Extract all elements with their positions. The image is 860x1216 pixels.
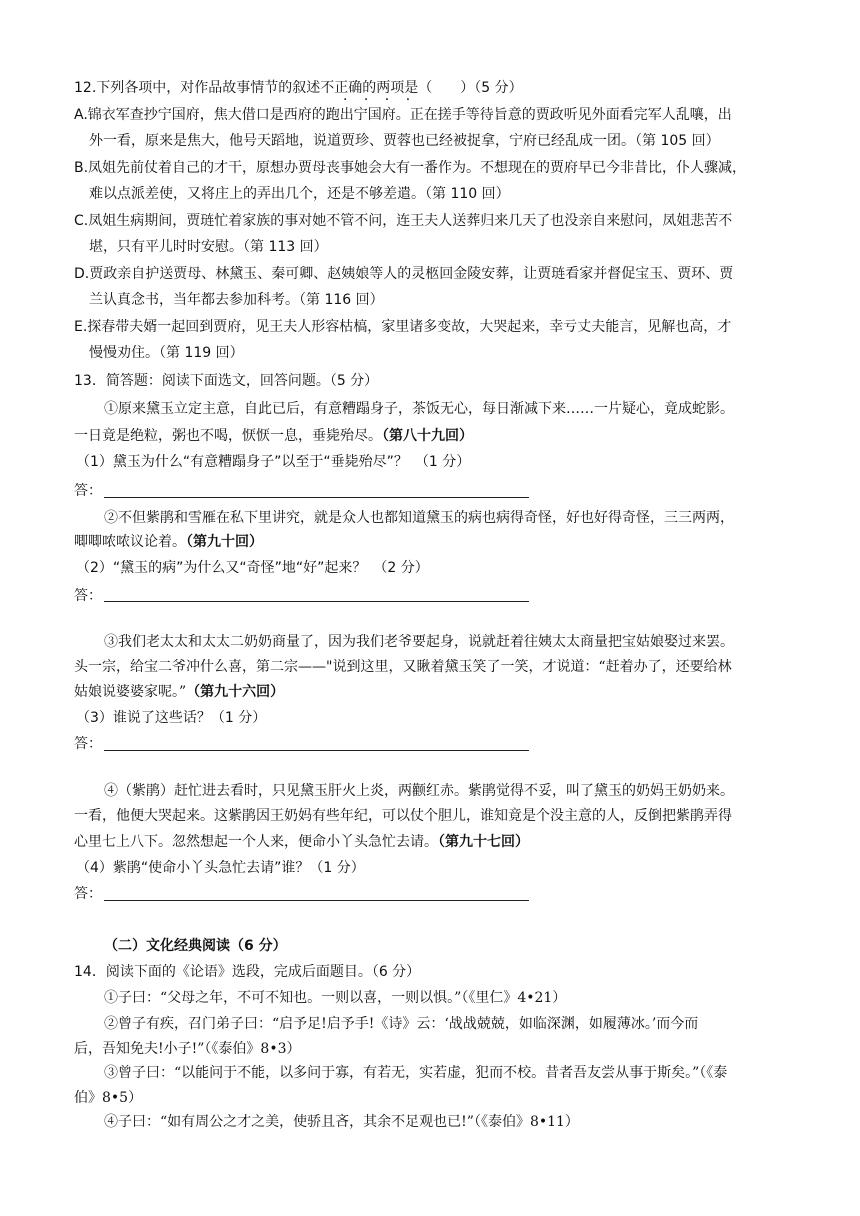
q14-stem: 14．阅读下面的《论语》选段，完成后面题目。（6 分） <box>74 964 421 980</box>
q14-excerpt1: ①子曰：“父母之年，不可不知也。一则以喜，一则以惧。”（《里仁》4•21） <box>104 990 567 1006</box>
q13-passage4-line2: 一看，他便大哭起来。这紫鹃因王奶妈有些年纪，可以仗个胆儿，谁知竟是个没主意的人，反倒把紫鹃弄得 <box>74 808 732 824</box>
q13-passage1-source: （第八十九回） <box>382 428 473 444</box>
q13-passage4-line3: 心里七上八下。忽然想起一个人来，便命小丫头急忙去请。（第九十七回） <box>74 834 529 850</box>
q12-option-c-line2: 堪，只有平儿时时安慰。（第 113 回） <box>89 239 328 255</box>
q12-stem: 12.下列各项中，对作品故事情节的叙述不正确的两项是（ ）（5 分） <box>74 80 523 96</box>
q13-answer1-blank[interactable] <box>104 497 529 498</box>
q13-answer2-blank[interactable] <box>104 601 529 602</box>
q13-passage3-line1: ③我们老太太和太太二奶奶商量了，因为我们老爷要起身，说就赶着往姨太太商量把宝姑娘娶过来罢。 <box>104 634 734 650</box>
q14-excerpt2-line2: 后，吾知免夫!小子!”（《泰伯》8•3） <box>74 1041 301 1057</box>
q13-passage2-source: （第九十回） <box>186 534 263 550</box>
q13-answer3-blank[interactable] <box>104 750 529 751</box>
q13-passage4-source: （第九十七回） <box>438 834 529 850</box>
q13-question4: （4）紫鹃“使命小丫头急忙去请”谁？（1 分） <box>76 860 365 876</box>
q13-answer4-blank[interactable] <box>104 900 529 901</box>
q13-stem: 13．简答题：阅读下面选文，回答问题。（5 分） <box>74 373 379 389</box>
q14-excerpt3-line2: 伯》8•5） <box>74 1090 143 1106</box>
q12-option-b-line2: 难以点派差使，又将庄上的弄出几个，还是不够差遣。（第 110 回） <box>89 186 510 202</box>
section2-heading: （二）文化经典阅读（6 分） <box>104 938 287 954</box>
q14-excerpt3-line1: ③曾子曰：“以能问于不能，以多问于寡，有若无，实若虚，犯而不校。昔者吾友尝从事于斯矣。”（《泰 <box>104 1065 728 1081</box>
q14-excerpt2-line1: ②曾子有疾，召门弟子曰：“启予足!启予手!《诗》云：‘战战兢兢，如临深渊，如履薄冰。’而今而 <box>104 1016 699 1032</box>
q13-question1: （1）黛玉为什么“有意糟蹋身子”以至于“垂毙殆尽”？ （1 分） <box>76 454 471 470</box>
q12-emphasis-dots: · · · · <box>343 92 417 108</box>
q13-question2: （2）“黛玉的病”为什么又“奇怪”地“好”起来？ （2 分） <box>76 560 429 576</box>
q12-option-e-line2: 慢慢劝住。（第 119 回） <box>89 345 244 361</box>
q13-passage3-line2: 头一宗，给宝二爷冲什么喜，第二宗——"说到这里，又瞅着黛玉笑了一笑，才说道：“赶着办了，还要给林 <box>74 659 732 675</box>
q12-option-c-line1: C.凤姐生病期间，贾琏忙着家族的事对她不管不问，连王夫人送葬归来几天了也没亲自来慰问，凤姐悲苦不 <box>74 213 733 229</box>
q12-option-d-line2: 兰认真念书，当年都去参加科考。（第 116 回） <box>89 292 384 308</box>
q12-option-b-line1: B.凤姐先前仗着自己的才干，原想办贾母丧事她会大有一番作为。不想现在的贾府早已今非昔比，仆人骤减， <box>74 160 747 176</box>
q13-answer4-label: 答： <box>74 886 102 902</box>
q13-passage4-line1: ④（紫鹃）赶忙进去看时，只见黛玉肝火上炎，两颧红赤。紫鹃觉得不妥，叫了黛玉的奶妈王奶奶来。 <box>104 783 734 799</box>
q13-passage3-source: （第九十六回） <box>186 684 285 700</box>
q12-option-a-line2: 外一看，原来是焦大，他号天蹈地，说道贾珍、贾蓉也已经被捉拿，宁府已经乱成一团。（第 105 回） <box>89 133 720 149</box>
q13-answer2-label: 答： <box>74 588 102 604</box>
q13-passage3-line3: 姑娘说婆婆家呢。”（第九十六回） <box>74 684 285 700</box>
q14-excerpt4: ④子曰：“如有周公之才之美，使骄且吝，其余不足观也已!”（《泰伯》8•11） <box>104 1114 579 1130</box>
q13-passage1-line1: ①原来黛玉立定主意，自此已后，有意糟蹋身子，茶饭无心，每日渐减下来……一片疑心，竟成蛇影。 <box>104 401 734 417</box>
q13-passage2-line1: ②不但紫鹃和雪雁在私下里讲究，就是众人也都知道黛玉的病也病得奇怪，好也好得奇怪，三三两两， <box>104 510 734 526</box>
q13-passage2-line2: 唧唧哝哝议论着。（第九十回） <box>74 534 263 550</box>
q12-option-a-line1: A.锦衣军查抄宁国府，焦大借口是西府的跑出宁国府。正在搓手等待旨意的贾政听见外面看完军人乱嚷，出 <box>74 107 732 123</box>
q12-option-d-line1: D.贾政亲自护送贾母、林黛玉、秦可卿、赵姨娘等人的灵柩回金陵安葬，让贾琏看家并督促宝玉、贾环、贾 <box>74 266 734 282</box>
q12-option-e-line1: E.探春带夫婿一起回到贾府，见王夫人形容枯槁，家里诸多变故，大哭起来，幸亏丈夫能言，见解也高，才 <box>74 319 732 335</box>
q13-answer1-label: 答： <box>74 483 102 499</box>
q13-question3: （3）谁说了这些话？（1 分） <box>76 710 267 726</box>
q13-passage1-line2: 一日竟是绝粒，粥也不喝，恹恹一息，垂毙殆尽。（第八十九回） <box>74 428 473 444</box>
q13-answer3-label: 答： <box>74 736 102 752</box>
